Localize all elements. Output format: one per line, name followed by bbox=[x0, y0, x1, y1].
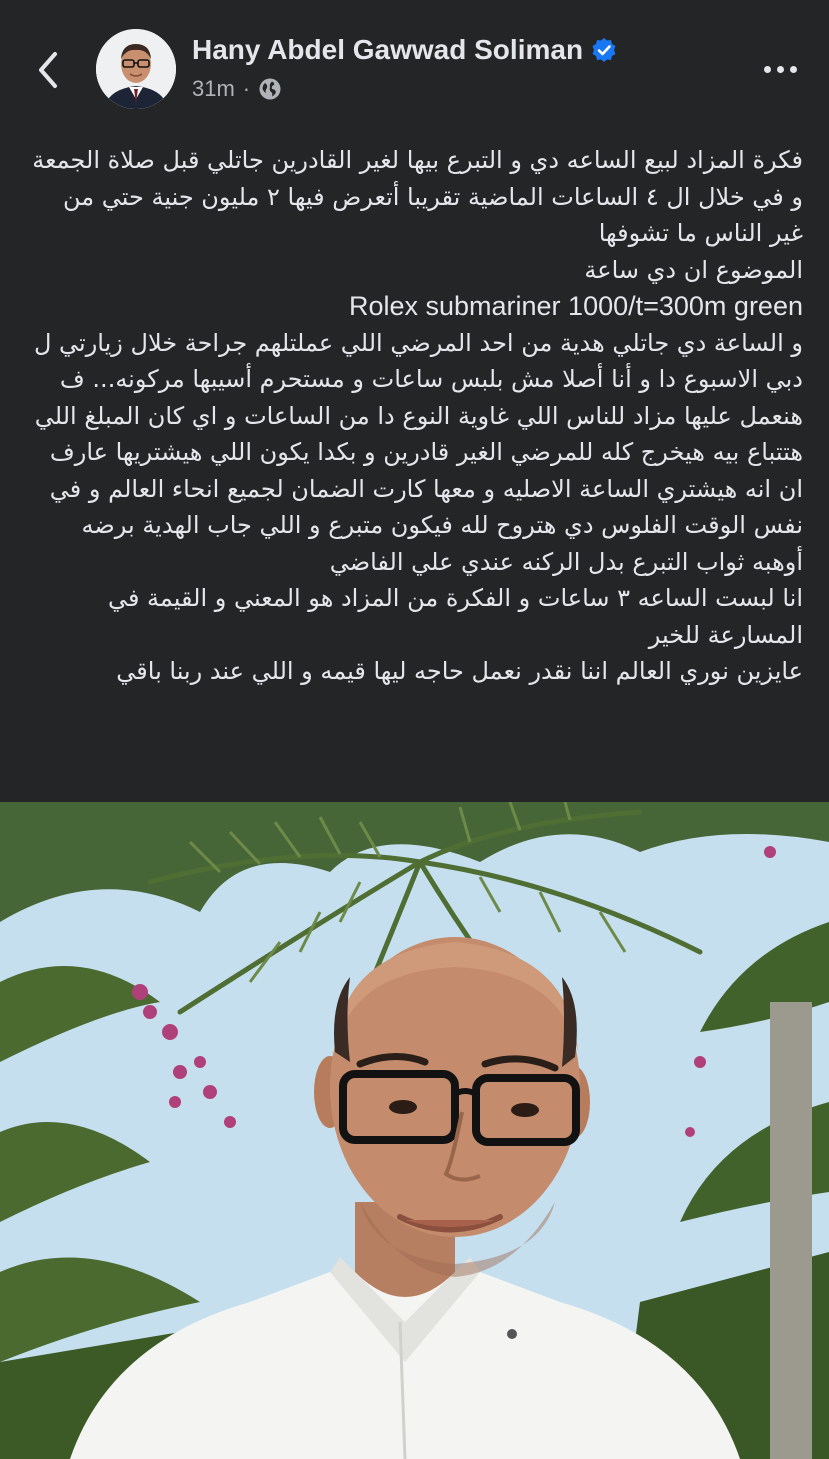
chevron-left-icon bbox=[35, 50, 61, 90]
back-button[interactable] bbox=[26, 44, 70, 96]
author-avatar[interactable] bbox=[96, 29, 176, 109]
post-meta bbox=[192, 76, 282, 102]
meta-separator: · bbox=[242, 76, 251, 101]
author-name-text: Hany Abdel Gawwad Soliman bbox=[192, 34, 584, 65]
more-dot-2 bbox=[777, 66, 784, 73]
avatar-photo bbox=[96, 29, 176, 109]
post-timestamp[interactable]: 31m bbox=[192, 76, 235, 101]
post-photo[interactable] bbox=[0, 802, 829, 1459]
post-header bbox=[0, 0, 829, 140]
post-paragraph-5: انا لبست الساعه ٣ ساعات و الفكرة من المزاد هو المعني و القيمة في المسارعة للخير bbox=[107, 584, 803, 649]
post-paragraph-3: Rolex submariner 1000/t=300m green bbox=[348, 291, 803, 321]
post-paragraph-1: فكرة المزاد لبيع الساعه دي و التبرع بيها لغير القادرين جاتلي قبل صلاة الجمعة و في خلال ال ٤ الساعات الماضية تقريبا أتعرض فيها ٢ مليون جنية حتي من غير الناس ما تشوفها bbox=[32, 146, 803, 247]
more-dot-3 bbox=[790, 66, 797, 73]
post-text bbox=[24, 142, 803, 690]
more-dot-1 bbox=[764, 66, 771, 73]
more-options-button[interactable] bbox=[755, 52, 805, 86]
post-paragraph-4: و الساعة دي جاتلي هدية من احد المرضي اللي عملتلهم جراحة خلال زيارتي ل دبي الاسبوع دا و أنا أصلا مش بلبس ساعات و مستحرم أسيبها مركونه... ف هنعمل عليها مزاد للناس اللي غاوية النوع دا من الساعات و اي كان المبلغ اللي هتتباع بيه هيخرج كله للمرضي الغير قادرين و بكدا يكون اللي هيشتريها عارف ان انه هيشتري الساعة الاصليه و معها كارت الضمان لجميع انحاء العالم و في نفس الوقت الفلوس دي هتروح لله فيكون متبرع و اللي جاب الهدية برضه أوهبه ثواب التبرع بدل الركنه عندي علي الفاضي bbox=[33, 328, 803, 576]
verified-badge-icon bbox=[591, 37, 617, 63]
post-paragraph-2: الموضوع ان دي ساعة bbox=[584, 255, 803, 284]
author-name[interactable] bbox=[192, 34, 617, 66]
post-paragraph-6: عايزين نوري العالم اننا نقدر نعمل حاجه ليها قيمه و اللي عند ربنا باقي bbox=[116, 657, 803, 685]
globe-icon[interactable] bbox=[258, 77, 282, 101]
portrait-photo bbox=[0, 802, 829, 1459]
